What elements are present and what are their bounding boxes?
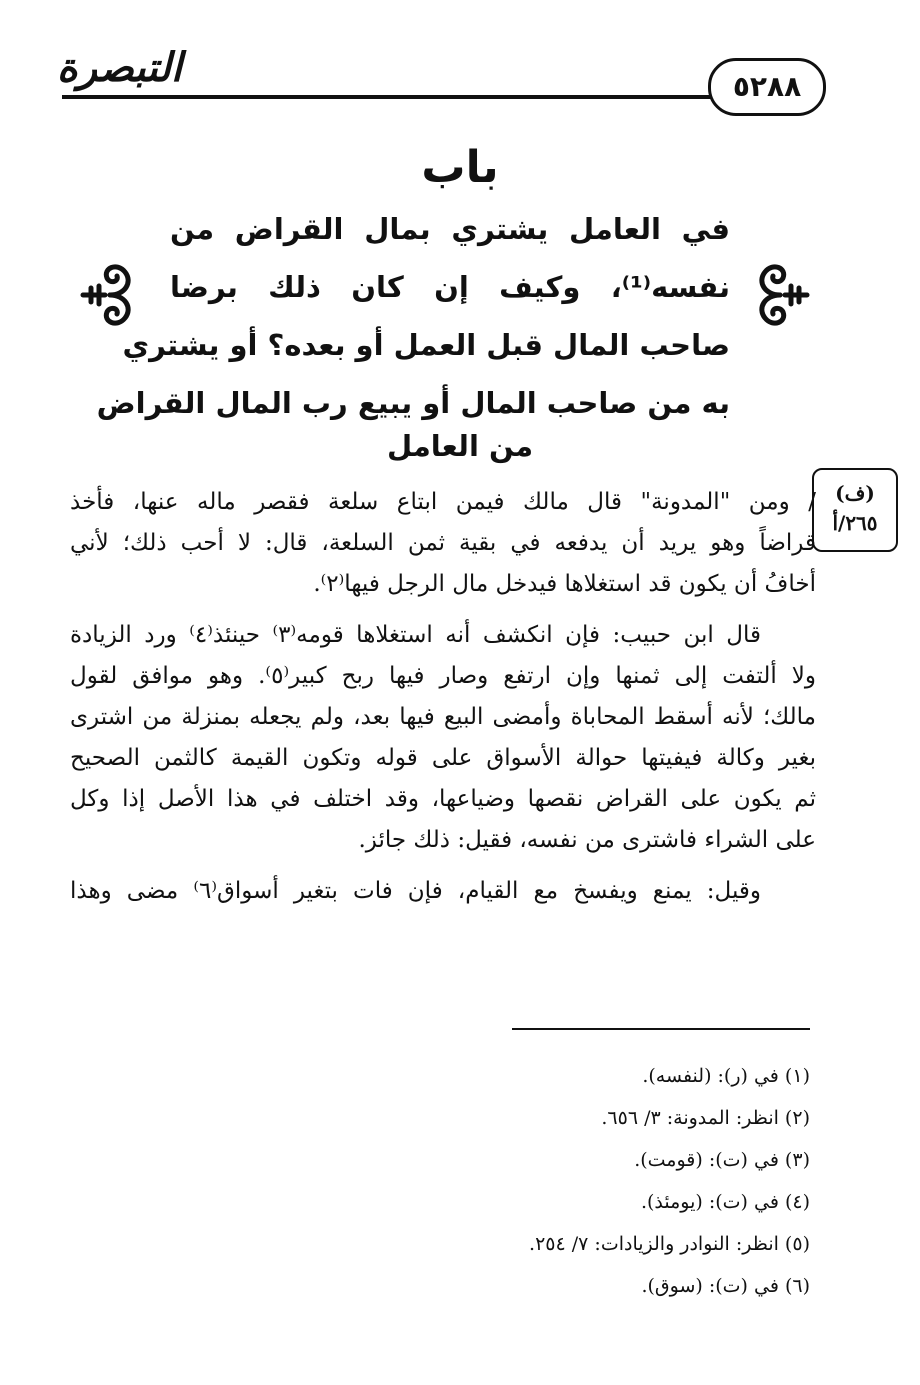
folio-number: ٢٦٥/أ xyxy=(832,511,878,535)
text-line: قراضاً وهو يريد أن يدفعه في بقية ثمن السلعة، قال: لا أحب ذلك؛ لأني xyxy=(70,530,816,556)
page-number: ٥٢٨٨ xyxy=(708,58,826,116)
text-line: ثم يكون على القراض نقصها وضياعها، وقد اختلف في هذا الأصل إذا وكل xyxy=(70,786,816,812)
paragraph xyxy=(70,482,816,605)
text-line: ولا ألتفت إلى ثمنها وإن ارتفع وصار فيها ربح كبير⁽٥⁾. وهو موافق لقول xyxy=(70,663,816,689)
text-line: أخافُ أن يكون قد استغلاها فيدخل مال الرجل فيها⁽٢⁾. xyxy=(313,571,816,597)
running-book-title: التبصرة xyxy=(56,45,182,91)
text-line: وقيل: يمنع ويفسخ مع القيام، فإن فات بتغير أسواق⁽٦⁾ مضى وهذا xyxy=(70,878,761,904)
chapter-heading xyxy=(96,200,730,432)
text-line: على الشراء فاشترى من نفسه، فقيل: ذلك جائز. xyxy=(358,827,816,853)
heading-line: صاحب المال قبل العمل أو بعده؟ أو يشتري xyxy=(122,328,730,362)
footnote: (١) في (ر): (لنفسه). xyxy=(642,1065,810,1087)
heading-line: به من صاحب المال أو يبيع رب المال القراض xyxy=(96,386,730,420)
heading-line: في العامل يشتري بمال القراض من xyxy=(170,212,730,246)
heading-line-last: من العامل xyxy=(386,429,534,463)
footnote: (٥) انظر: النوادر والزيادات: ٧/ ٢٥٤. xyxy=(529,1233,810,1255)
footnote-separator xyxy=(512,1028,810,1030)
text-line: / ومن "المدونة" قال مالك فيمن ابتاع سلعة فقصر ماله عنها، فأخذ xyxy=(70,489,816,515)
footnote: (٦) في (ت): (سوق). xyxy=(641,1275,810,1297)
text-line: مالك؛ لأنه أسقط المحاباة وأمضى البيع فيها بعد، ولم يجعله بمنزلة من اشترى xyxy=(70,704,816,730)
text-line: بغير وكالة فيفيتها حوالة الأسواق على قوله وتكون القيمة كالثمن الصحيح xyxy=(70,745,816,771)
body-text xyxy=(70,482,816,912)
header-rule xyxy=(62,95,822,99)
footnote: (٢) انظر: المدونة: ٣/ ٦٥٦. xyxy=(601,1107,810,1129)
text-line: قال ابن حبيب: فإن انكشف أنه استغلاها قومه⁽٣⁾ حينئذ⁽٤⁾ ورد الزيادة xyxy=(70,622,761,648)
footnotes xyxy=(529,1055,810,1307)
floral-ornament-icon xyxy=(745,250,815,340)
footnote: (٤) في (ت): (يومئذ). xyxy=(640,1191,810,1213)
folio-label: (ف) xyxy=(835,481,875,505)
heading-line: نفسه⁽¹⁾، وكيف إن كان ذلك برضا xyxy=(170,270,730,304)
manuscript-folio-note xyxy=(812,468,898,552)
paragraph xyxy=(70,615,816,861)
chapter-title: باب xyxy=(421,142,499,193)
footnote: (٣) في (ت): (قومت). xyxy=(634,1149,810,1171)
paragraph xyxy=(70,871,816,912)
